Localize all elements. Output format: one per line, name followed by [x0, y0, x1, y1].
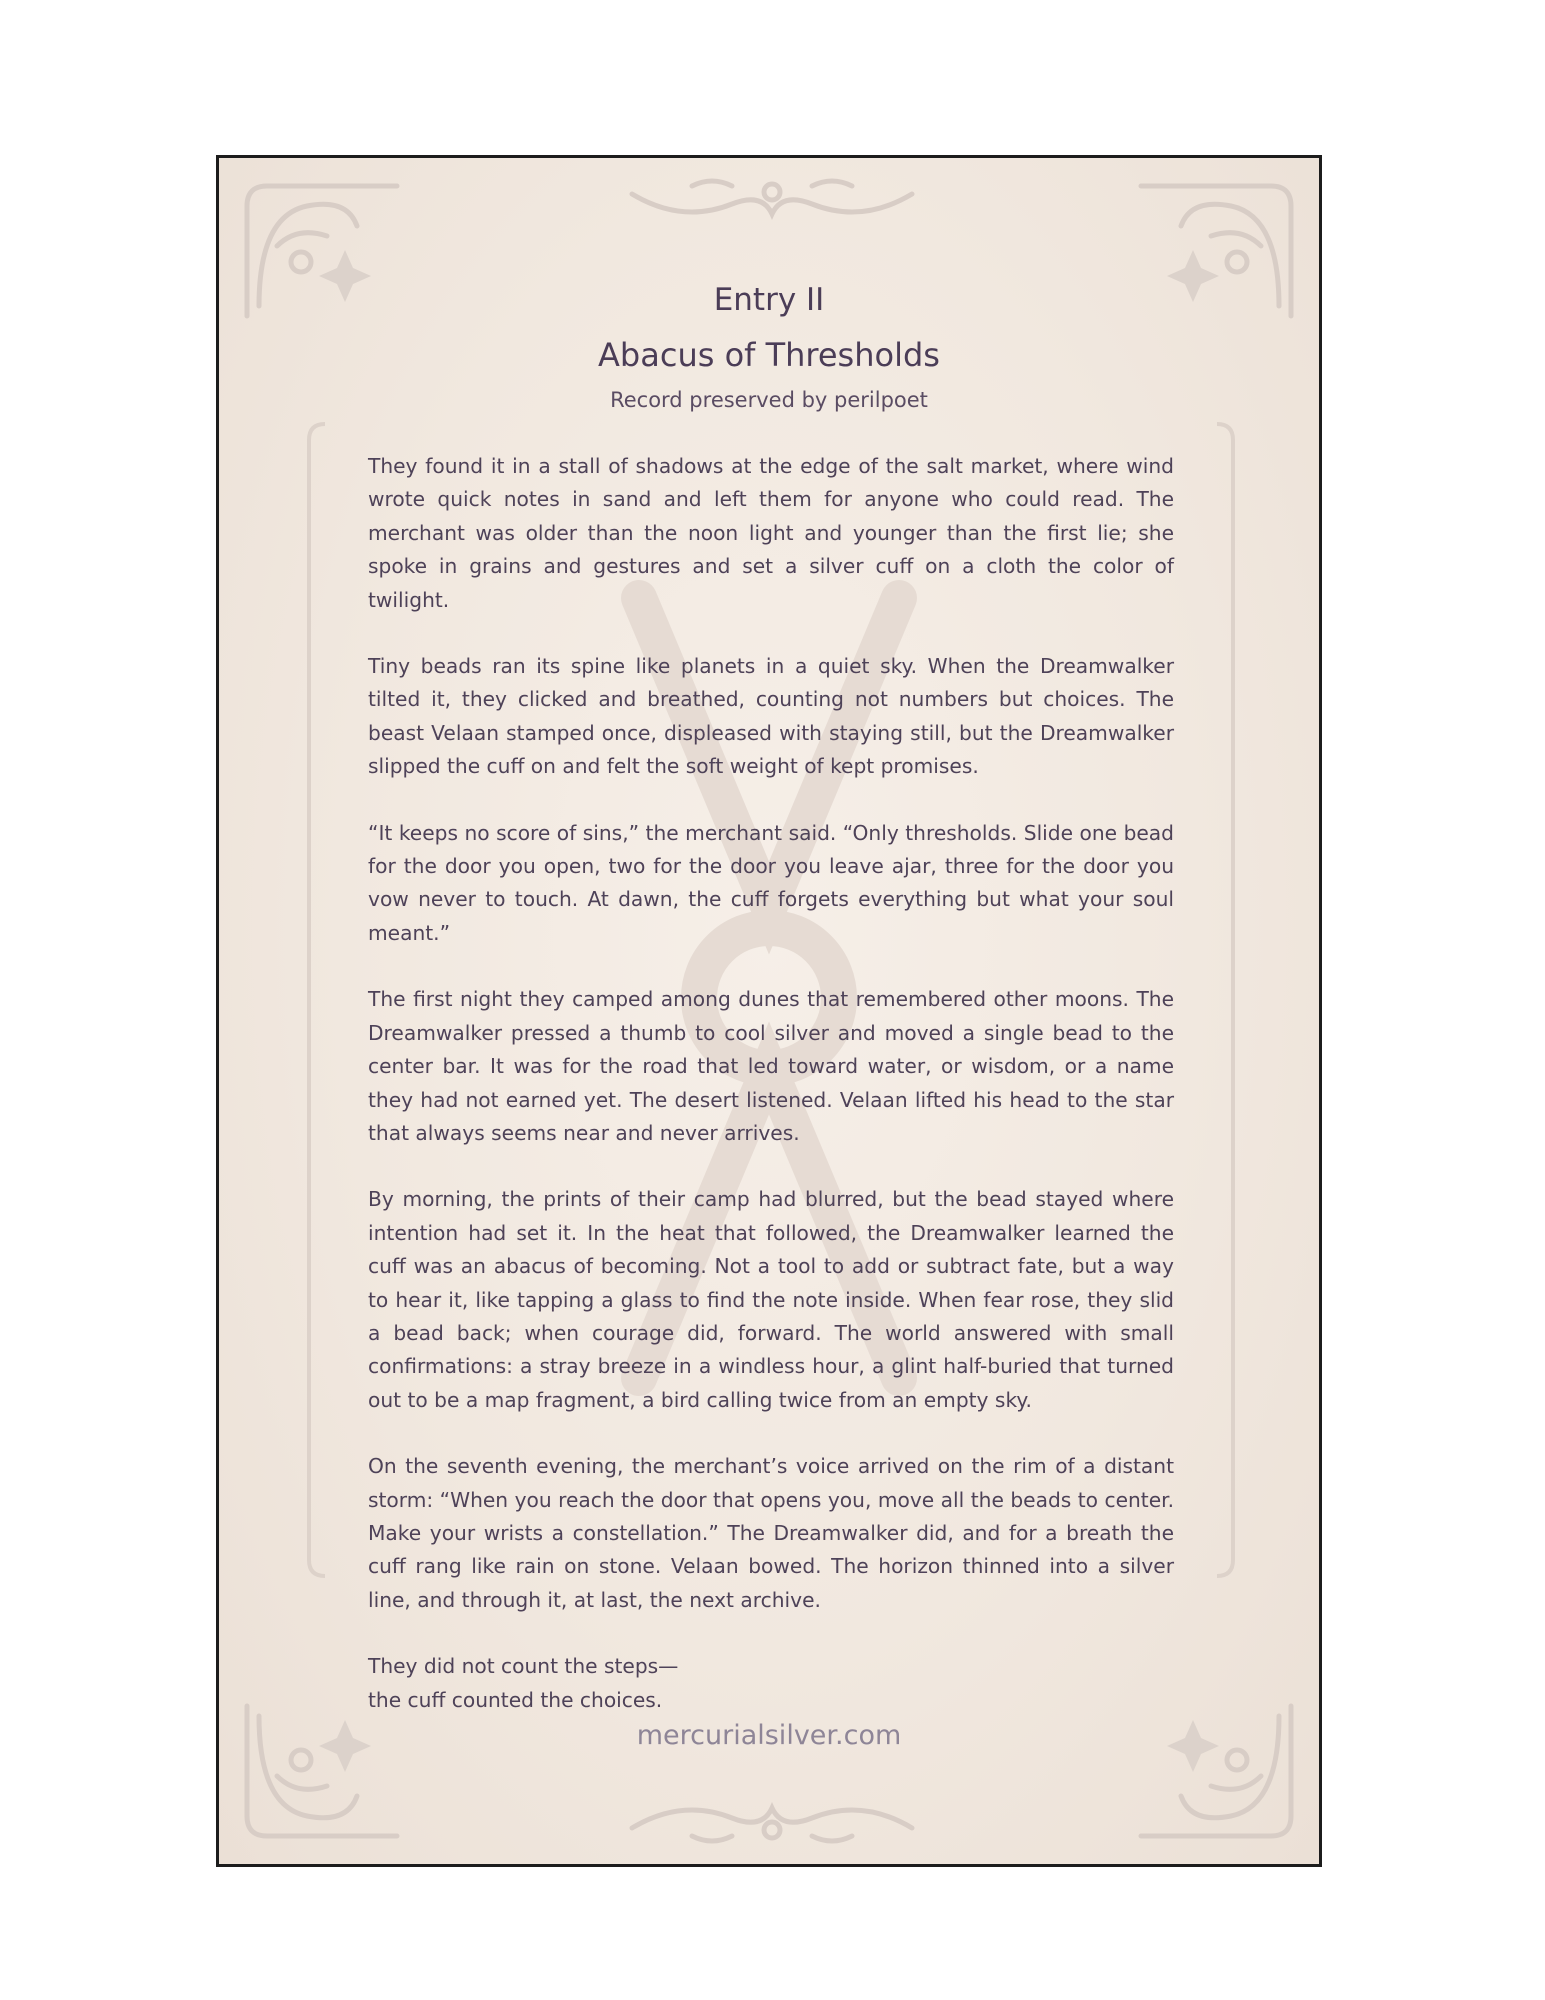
story-body [368, 450, 1174, 1717]
closing-line: the cuff counted the choices. [368, 1687, 663, 1712]
page-title: Abacus of Thresholds [598, 336, 940, 374]
document-page [216, 155, 1322, 1867]
page-content [219, 158, 1319, 1864]
entry-number: Entry II [713, 282, 825, 318]
paragraph: Tiny beads ran its spine like planets in a quiet sky. When the Dreamwalker tilted it, they clicked and breathed, counting not numbers but choices. The beast Velaan stamped once, displeased with staying still, but the Dreamwalker slipped the cuff on and felt the soft weight of kept promises. [368, 654, 1174, 779]
paragraph: The first night they camped among dunes that remembered other moons. The Dreamwalker pressed a thumb to cool silver and moved a single bead to the center bar. It was for the road that led toward water, or wisdom, or a name they had not earned yet. The desert listened. Velaan lifted his head to the star that always seems near and never arrives. [368, 987, 1174, 1145]
site-url: mercurialsilver.com [636, 1720, 902, 1751]
paragraph: “It keeps no score of sins,” the merchant said. “Only thresholds. Slide one bead for the door you open, two for the door you leave ajar, three for the door you vow never to touch. At dawn, the cuff forgets everything but what your soul meant.” [368, 820, 1174, 945]
closing-couplet [368, 1650, 1174, 1717]
record-credit: Record preserved by perilpoet [610, 388, 928, 412]
closing-line: They did not count the steps— [368, 1654, 679, 1679]
paragraph: On the seventh evening, the merchant’s voice arrived on the rim of a distant storm: “When you reach the door that opens you, move all the beads to center. Make your wrists a constellation.” The Dreamwalker did, and for a breath the cuff rang like rain on stone. Velaan bowed. The horizon thinned into a silver line, and through it, at last, the next archive. [368, 1454, 1174, 1612]
paragraph: They found it in a stall of shadows at the edge of the salt market, where wind wrote quick notes in sand and left them for anyone who could read. The merchant was older than the noon light and younger than the first lie; she spoke in grains and gestures and set a silver cuff on a cloth the color of twilight. [368, 454, 1174, 612]
paragraph: By morning, the prints of their camp had blurred, but the bead stayed where intention had set it. In the heat that followed, the Dreamwalker learned the cuff was an abacus of becoming. Not a tool to add or subtract fate, but a way to hear it, like tapping a glass to find the note inside. When fear rose, they slid a bead back; when courage did, forward. The world answered with small confirmations: a stray breeze in a windless hour, a glint half-buried that turned out to be a map fragment, a bird calling twice from an empty sky. [368, 1187, 1174, 1412]
